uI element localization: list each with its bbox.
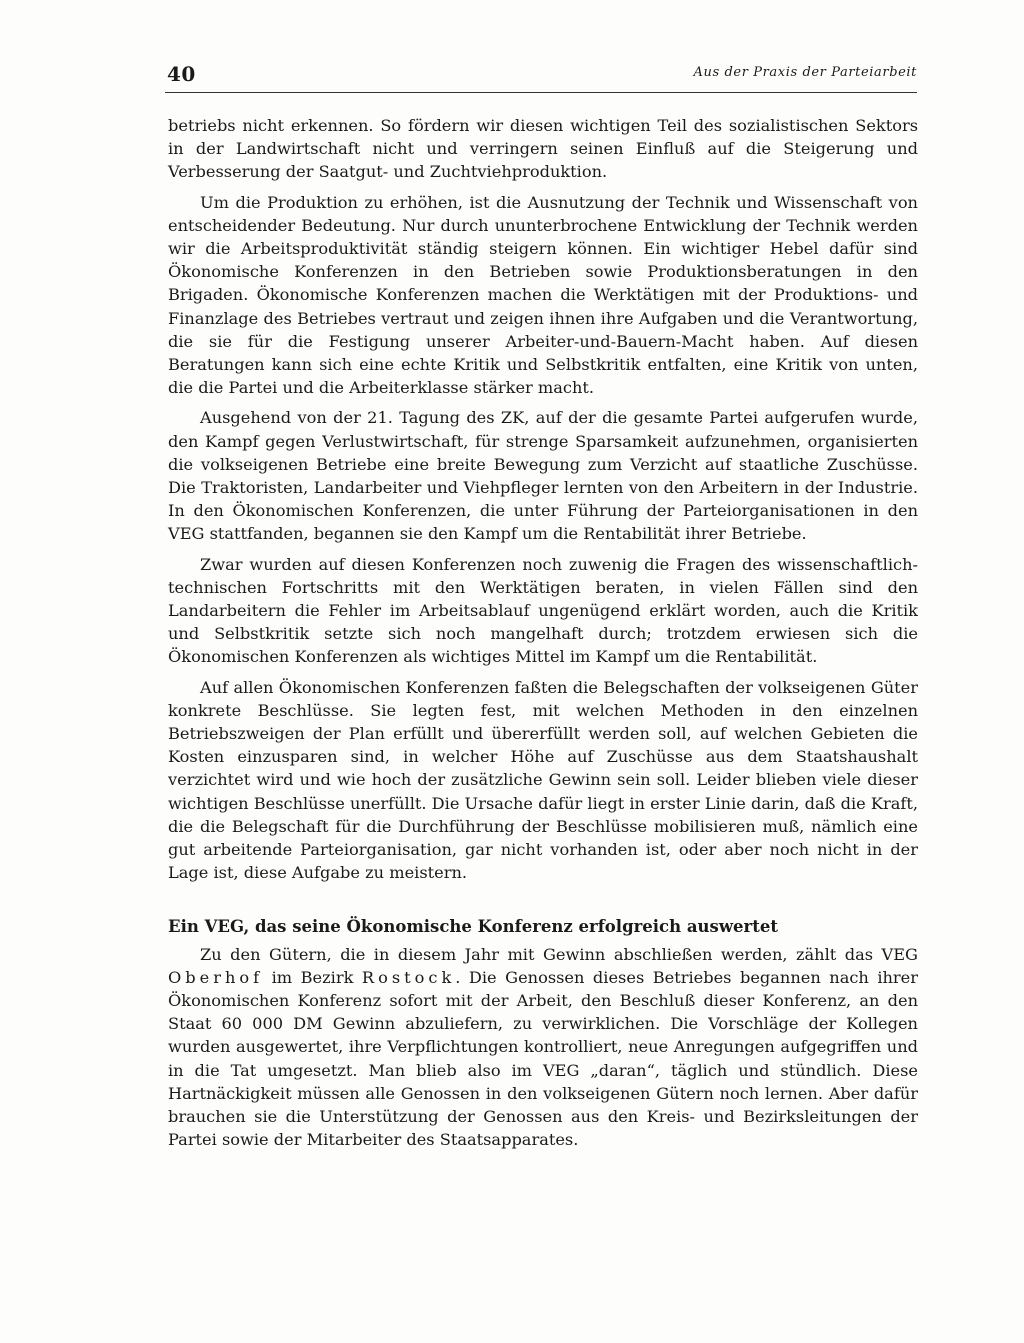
section-continuation-text: . Die Genossen dieses Betriebes begannen nach ihrer Ökonomischen Konferenz sofort mit der Arbeit, den Beschluß dieser Konferenz, an den Staat 60 000 DM Gewinn abzuliefern, zu verwirklichen. Die Vorschläge der Kollegen wurden ausgewertet, ihre Verpflichtungen kontrolliert, neue Anregungen aufgegriffen und in die Tat umgesetzt. Man blieb also im VEG „daran“, täglich und stündlich. Diese Hartnäckigkeit müssen alle Genossen in den volkseigenen Gütern noch lernen. Aber dafür brauchen sie die Unterstützung der Genossen aus den Kreis- und Bezirksleitungen der Partei sowie der Mitarbeiter des Staatsapparates. [168,967,918,1150]
running-title: Aus der Praxis der Parteiarbeit [693,65,917,80]
district-name: Rostock [361,967,456,987]
paragraph-technik: Um die Produktion zu erhöhen, ist die Ausnutzung der Technik und Wissenschaft von entscheidender Bedeutung. Nur durch ununterbrochene Entwicklung der Technik werden wir die Arbeitsproduktivität ständig steigern können. Ein wichtiger Hebel dafür sind Ökonomische Konferenzen in den Betrieben sowie Produktionsberatungen in den Brigaden. Ökonomische Konferenzen machen die Werktätigen mit der Produktions- und Finanzlage des Betriebes vertraut und zeigen ihnen ihre Aufgaben und die Verantwortung, die sie für die Festigung unserer Arbeiter-und-Bauern-Macht haben. Auf diesen Beratungen kann sich eine echte Kritik und Selbstkritik entfalten, eine Kritik von unten, die die Partei und die Arbeiterklasse stärker macht. [168,192,918,398]
paragraph-veg-oberhof [168,943,918,1152]
body-text [168,114,918,1158]
connector-text: im Bezirk [271,967,354,987]
paragraph-konferenzen: Zwar wurden auf diesen Konferenzen noch zuwenig die Fragen des wissenschaftlich-technischen Fortschritts mit den Werktätigen beraten, in vielen Fällen sind den Landarbeitern die Fehler im Arbeitsablauf ungenügend erklärt worden, auch die Kritik und Selbstkritik setzte sich noch mangelhaft durch; trotzdem erwiesen sich die Ökonomischen Konferenzen als wichtiges Mittel im Kampf um die Rentabilität. [168,554,918,667]
place-name: Oberhof [168,967,264,987]
page-number: 40 [167,62,196,86]
paragraph-zk-tagung: Ausgehend von der 21. Tagung des ZK, auf der die gesamte Partei aufgerufen wurde, den Kampf gegen Verlustwirtschaft, für strenge Sparsamkeit aufzunehmen, organisierten die volkseigenen Betriebe eine breite Bewegung zum Verzicht auf staatliche Zuschüsse. Die Traktoristen, Landarbeiter und Viehpfleger lernten von den Arbeitern in der Industrie. In den Ökonomischen Konferenzen, die unter Führung der Parteiorganisationen in den VEG stattfanden, begannen sie den Kampf um die Rentabilität ihrer Betriebe. [168,408,918,544]
section-intro-text: Zu den Gütern, die in diesem Jahr mit Gewinn abschließen werden, zählt das VEG [200,944,918,964]
page-header [165,60,917,93]
section-heading: Ein VEG, das seine Ökonomische Konferenz erfolgreich auswertet [168,916,778,936]
paragraph-beschluesse: Auf allen Ökonomischen Konferenzen faßten die Belegschaften der volkseigenen Güter konkrete Beschlüsse. Sie legten fest, mit welchen Methoden in den einzelnen Betriebszweigen der Plan erfüllt und übererfüllt werden soll, auf welchen Gebieten die Kosten einzusparen sind, in welcher Höhe auf Zuschüsse aus dem Staatshaushalt verzichtet wird und wie hoch der zusätzliche Gewinn sein soll. Leider blieben viele dieser wichtigen Beschlüsse unerfüllt. Die Ursache dafür liegt in erster Linie darin, daß die Kraft, die die Belegschaft für die Durchführung der Beschlüsse mobilisieren muß, nämlich eine gut arbeitende Parteiorganisation, gar nicht vorhanden ist, oder aber noch nicht in der Lage ist, diese Aufgabe zu meistern. [168,677,918,883]
paragraph-continuation: betriebs nicht erkennen. So fördern wir diesen wichtigen Teil des sozialistischen Sektors in der Landwirtschaft nicht und verringern seinen Einfluß auf die Steigerung und Verbesserung der Saatgut- und Zuchtviehproduktion. [168,116,918,182]
